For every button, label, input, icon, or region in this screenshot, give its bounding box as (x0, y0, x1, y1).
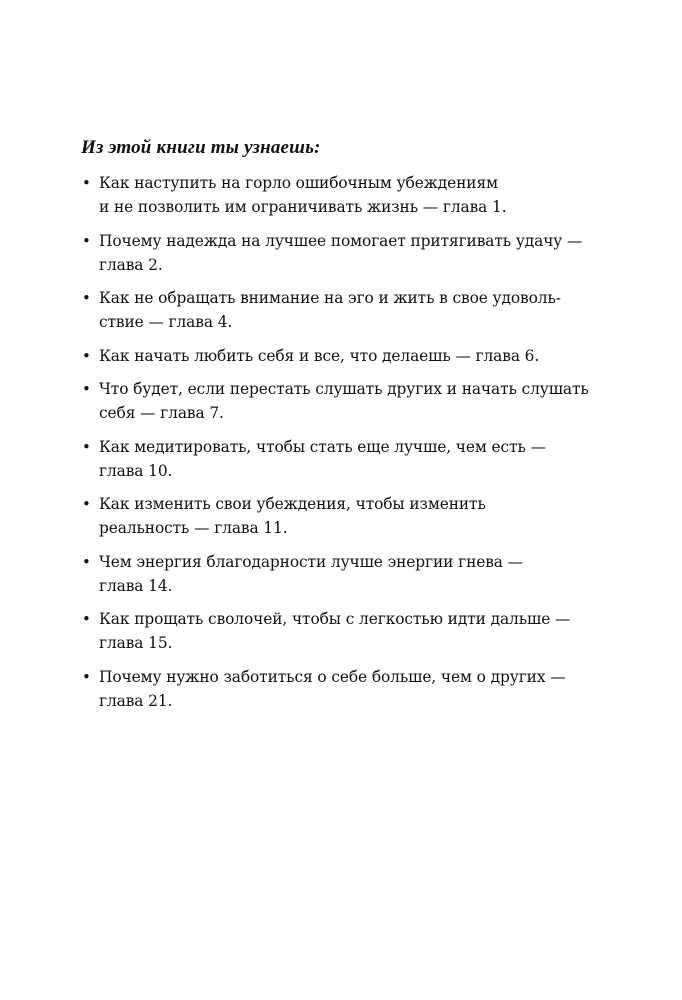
bullet-icon: • (82, 667, 91, 686)
list-item-line: Как медитировать, чтобы стать еще лучше, чем есть — (99, 437, 546, 456)
list-item-line: Почему нужно заботиться о себе больше, чем о других — (99, 667, 566, 686)
section-heading: Из этой книги ты узнаешь: (81, 137, 321, 158)
bullet-icon: • (82, 552, 91, 571)
list-item (81, 229, 581, 277)
bullet-icon: • (82, 231, 91, 250)
list-item-line: Как изменить свои убеждения, чтобы изменить (99, 495, 486, 513)
list-item-line: себя — глава 7. (99, 404, 224, 422)
list-item-line: глава 14. (99, 576, 173, 595)
list-item (81, 607, 581, 655)
list-item (81, 377, 589, 425)
list-item-line: Почему надежда на лучшее помогает притягивать удачу — (99, 231, 583, 250)
bullet-icon: • (82, 610, 91, 628)
bullet-icon: • (82, 495, 91, 513)
topics-list (81, 171, 589, 722)
list-item-line: глава 2. (99, 255, 163, 274)
list-item-line: Как прощать сволочей, чтобы с легкостью идти дальше — (99, 610, 571, 628)
bullet-icon: • (82, 346, 91, 365)
bullet-icon: • (82, 174, 91, 192)
list-item-line: глава 21. (99, 691, 173, 710)
list-item (81, 286, 581, 334)
list-item (81, 435, 581, 483)
list-item-line: реальность — глава 11. (99, 519, 288, 537)
list-item (81, 665, 581, 713)
list-item-line: Как наступить на горло ошибочным убеждениям (99, 174, 498, 192)
list-item-line: Что будет, если перестать слушать других и начать слушать (99, 380, 589, 398)
bullet-icon: • (82, 437, 91, 456)
list-item-line: глава 15. (99, 634, 173, 652)
list-item-line: Как начать любить себя и все, что делаешь — глава 6. (99, 346, 540, 365)
list-item (81, 550, 581, 598)
list-item-line: Как не обращать внимание на эго и жить в свое удоволь- (99, 289, 561, 307)
list-item (81, 492, 581, 540)
list-item (81, 171, 581, 219)
list-item-line: глава 10. (99, 461, 173, 480)
bullet-icon: • (82, 380, 91, 398)
list-item-line: и не позволить им ограничивать жизнь — глава 1. (99, 198, 507, 216)
list-item-line: ствие — глава 4. (99, 313, 233, 331)
bullet-icon: • (82, 289, 91, 307)
list-item (81, 344, 581, 368)
list-item-line: Чем энергия благодарности лучше энергии гнева — (99, 552, 523, 571)
